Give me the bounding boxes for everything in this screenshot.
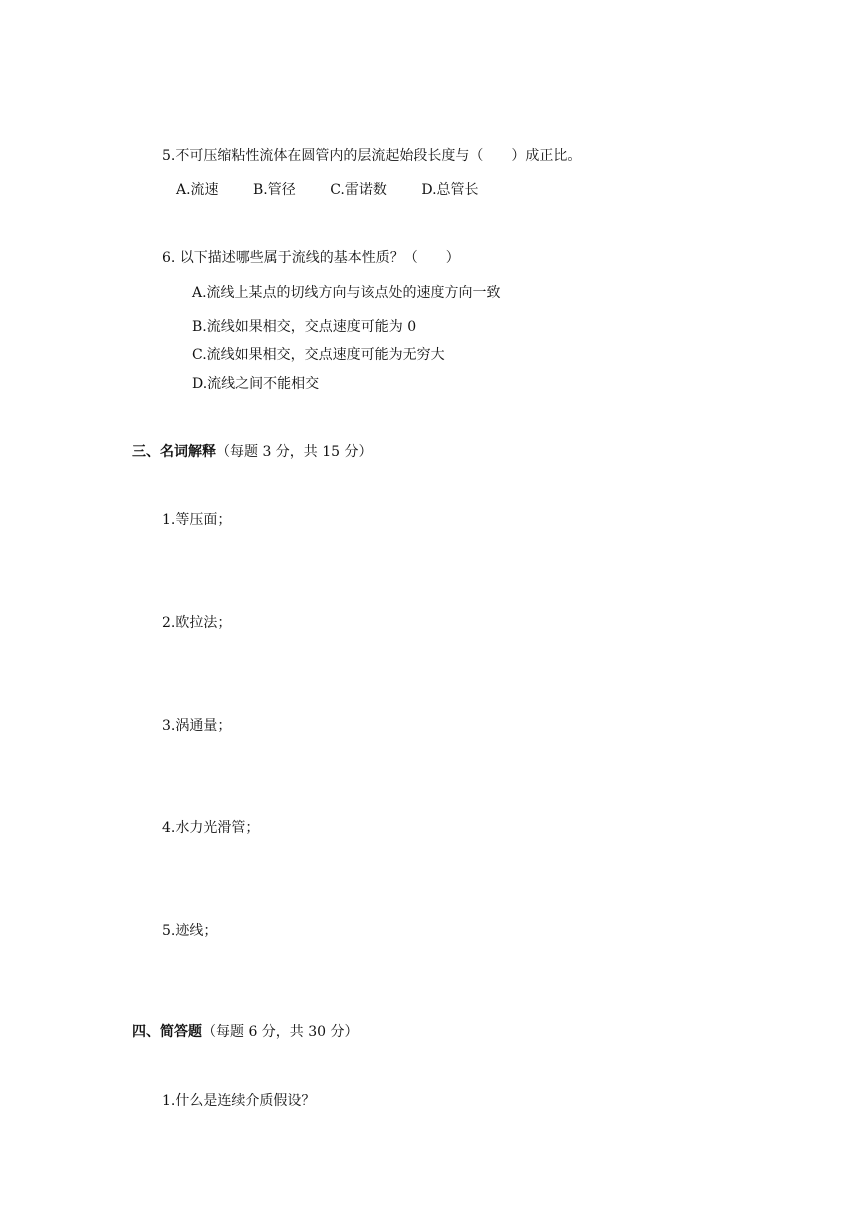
option-c: C.雷诺数 [330,182,387,198]
section-4-subtitle: （每题 6 分，共 30 分） [202,1024,359,1040]
section-4-heading [132,1023,359,1041]
section-3-heading [132,443,373,461]
term-item: 3.涡通量； [162,718,232,734]
option-d: D.流线之间不能相交 [192,376,320,392]
term-item: 1.等压面； [162,512,232,528]
term-item: 5.迹线； [162,923,218,939]
question-5-options [176,181,509,199]
question-6-text: 6. 以下描述哪些属于流线的基本性质？（ ） [162,250,460,266]
option-d: D.总管长 [421,182,479,198]
option-b: B.管径 [253,182,296,198]
term-item: 2.欧拉法； [162,615,232,631]
question-5-text: 5.不可压缩粘性流体在圆管内的层流起始段长度与（ ）成正比。 [162,148,582,164]
option-b: B.流线如果相交，交点速度可能为 0 [192,319,417,335]
option-c: C.流线如果相交，交点速度可能为无穷大 [192,347,445,363]
section-3-title: 三、名词解释 [132,444,216,460]
option-a: A.流速 [176,182,219,198]
section-4-title: 四、简答题 [132,1024,202,1040]
section-3-subtitle: （每题 3 分，共 15 分） [216,444,373,460]
option-a: A.流线上某点的切线方向与该点处的速度方向一致 [192,285,501,301]
short-answer-item: 1.什么是连续介质假设？ [162,1093,316,1109]
term-item: 4.水力光滑管； [162,820,260,836]
